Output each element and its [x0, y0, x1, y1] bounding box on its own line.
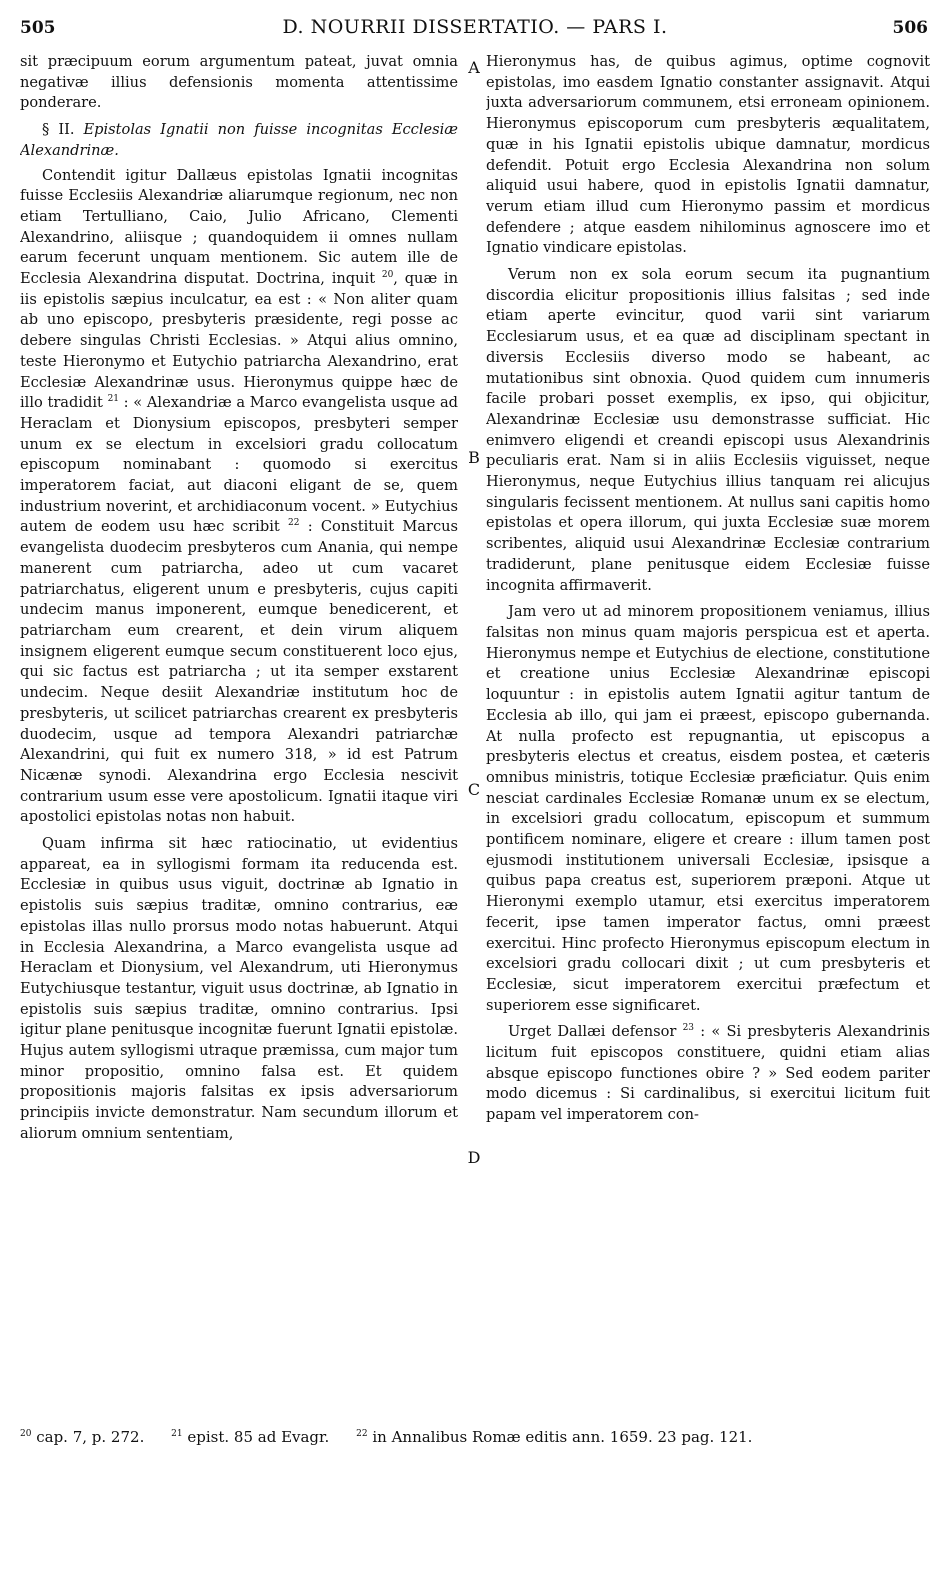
paragraph: Hieronymus has, de quibus agimus, optime cognovit epistolas, imo easdem Ignatio constanter assignavit. Atqui juxta adversariorum communem, etsi erroneam opinionem. Hieronymus episcoporum cum presbyteris æqualitatem, quæ in his Ignatii epistolis ubique damnatur, mordicus defendit. Potuit ergo Ecclesia Alexandrina non solum aliquid usui habere, quod in epistolis Ignatii damnatur, verum etiam illud cum Hieronymo passim et mordicus defendere ; atque easdem nihilominus agnoscere imo et Ignatio vindicare epistolas. [486, 53, 930, 257]
running-title: D. NOURRII DISSERTATIO. — PARS I. [282, 16, 668, 38]
left-column [20, 52, 458, 1416]
paragraph: sit præcipuum eorum argumentum pateat, juvat omnia negativæ illius defensionis momenta attentissime ponderare. [20, 53, 458, 112]
footnote-number: 20 [20, 1429, 32, 1439]
paragraph: Jam vero ut ad minorem propositionem veniamus, illius falsitas non minus quam majoris perspicua est et aperta. Hieronymus nempe et Eutychius de electione, constitutione et creatione unius Ecclesiæ Alexandrinæ episcopi loquuntur : in epistolis autem Ignatii agitur tantum de Ecclesia ab illo, qui jam ei præest, episcopo gubernanda. At nulla profecto est repugnantia, ut episcopus a presbyteris electus et creatus, eisdem postea, et cæteris omnibus ministris, totique Ecclesiæ præficiatur. Quis enim nesciat cardinales Ecclesiæ Romanæ unum ex se electum, in excelsiori gradu collocatum, episcopum et summum pontificem nominare, eligere et creare : illum tamen post ejusmodi institutionem universali Ecclesiæ, ipsisque a quibus papa creatus est, superiorem præponi. Atque ut Hieronymi exemplo utamur, etsi exercitus imperatorem fecerit, ipse tamen imperator factus, omni præest exercitui. Hinc profecto Hieronymus episcopum electum in excelsiori gradu collocari dixit ; ut cum presbyteris et Ecclesiæ, sicut imperatorem exercitui præfectum et superiorem esse significaret. [486, 603, 930, 1014]
text-run: Urget Dallæi defensor [508, 1023, 677, 1041]
section-title: Epistolas Ignatii non fuisse incognitas Ecclesiæ Alexandrinæ. [20, 121, 458, 159]
footnotes [20, 1428, 930, 1446]
footnote-text: cap. 7, p. 272. [36, 1428, 145, 1446]
footnote-ref: 20 [381, 270, 394, 281]
page-number-left: 505 [20, 18, 56, 38]
footnote-number: 22 [356, 1429, 368, 1439]
footnote [356, 1428, 752, 1446]
footnote-text: in Annalibus Romæ editis ann. 1659. 23 pag. 121. [372, 1428, 753, 1446]
margin-letter-a: A [468, 58, 480, 77]
right-column [486, 52, 930, 1416]
paragraph: Verum non ex sola eorum secum ita pugnantium discordia elicitur propositionis illius falsitas ; sed inde etiam aperte evincitur, quod varii sint variarum Ecclesiarum usus, et ea quæ ad disciplinam spectant in diversis Ecclesiis diverso modo se habeant, ac mutationibus sint obnoxia. Quod quidem cum innumeris facile probari posset exemplis, ex ipso, qui objicitur, Alexandrinæ Ecclesiæ usu demonstrasse sufficiat. Hic enimvero eligendi et creandi episcopi usus Alexandrinis peculiaris erat. Nam si in aliis Ecclesiis viguisset, neque Hieronymus, neque Eutychius illius tanquam rei alicujus singularis fecissent mentionem. At nullus sani capitis homo epistolas et opera illorum, qui juxta Ecclesiæ suæ morem scribentes, aliquid usui Alexandrinæ Ecclesiæ contrarium tradiderunt, plane penitusque eidem Ecclesiæ fuisse incognita affirmaverit. [486, 266, 930, 594]
margin-letter-b: B [468, 448, 480, 467]
section-number: § II. [42, 121, 75, 139]
paragraph [486, 1022, 930, 1126]
margin-letter-d: D [467, 1148, 481, 1167]
footnote-ref: 22 [288, 518, 300, 529]
page-number-right: 506 [892, 18, 928, 38]
paragraph: Quam infirma sit hæc ratiocinatio, ut evidentius appareat, ea in syllogismi formam ita reducenda est. Ecclesiæ in quibus usus viguit, doctrinæ ab Ignatio in epistolis suis sæpius traditæ, omnino contrarius, eæ epistolas illas nullo prorsus modo notas habuerunt. Atqui in Ecclesia Alexandrina, a Marco evangelista usque ad Heraclam et Dionysium, vel Alexandrum, uti Hieronymus Eutychiusque testantur, viguit usus doctrinæ, ab Ignatio in epistolis suis sæpius traditæ, omnino contrarius. Ipsi igitur plane penitusque incognitæ fuerunt Ignatii epistolæ. Hujus autem syllogismi utraque præmissa, cum major tum minor propositio, omnino falsa est. Et quidem propositionis majoris falsitas ex ipsis adversariorum principiis invicte demonstratur. Nam secundum illorum et aliorum omnium sententiam, [20, 835, 458, 1142]
text-run: , quæ in iis epistolis sæpius inculcatur, ea est : « Non aliter quam ab uno episcopo, presbyteris præsidente, regi posse ac debere singulas Christi Ecclesias. » Atqui alius omnino, teste Hieronymo et Eutychio patriarcha Alexandrino, erat Ecclesiæ Alexandrinæ usus. Hieronymus quippe hæc de illo tradidit [20, 270, 458, 412]
section-heading [20, 120, 458, 161]
text-run: : « Si presbyteris Alexandrinis licitum fuit episcopos constituere, quidni etiam alias absque episcopo functiones obire ? » Sed eodem pariter modo dicemus : Si cardinalibus, si exercitui licitum fuit papam vel imperatorem con- [486, 1023, 930, 1124]
footnote-text: epist. 85 ad Evagr. [187, 1428, 330, 1446]
text-run: : « Alexandriæ a Marco evangelista usque ad Heraclam et Dionysium episcopos, presbyteri semper unum ex se electum in excelsiori gradu collocatum episcopum nominabant : quomodo si exercitus imperatorem faciat, aut diaconi eligant de se, quem industrium noverint, et archidiaconum vocent. » Eutychius autem de eodem usu hæc scribit [20, 394, 458, 536]
text-run: Contendit igitur Dallæus epistolas Ignatii incognitas fuisse Ecclesiis Alexandriæ aliarumque regionum, nec non etiam Tertulliano, Caio, Julio Africano, Clementi Alexandrino, aliisque ; quandoquidem ii omnes nullam earum fecerunt unquam mentionem. Sic autem ille de Ecclesia Alexandrina disputat. Doctrina, inquit [20, 166, 458, 288]
footnote [171, 1428, 329, 1446]
page-header [0, 14, 950, 44]
text-run: : Constituit Marcus evangelista duodecim presbyteros cum Anania, qui nempe manerent cum patriarcha, adeo ut cum vacaret patriarchatus, eligerent unum e presbyteris, cujus capiti undecim manus imponerent, eumque benedicerent, et patriarcham eum crearent, et dein virum aliquem insignem eligerent eumque secum constituerent loco ejus, qui sic factus est patriarcha ; ut ita semper exstarent undecim. Neque desiit Alexandriæ institutum hoc de presbyteris, ut scilicet patriarchas crearent ex presbyteris duodecim, usque ad tempora Alexandri patriarchæ Alexandrini, qui fuit ex numero 318, » id est Patrum Nicænæ synodi. Alexandrina ergo Ecclesia nescivit contrarium usum esse vere apostolicum. Ignatii itaque viri apostolici epistolas notas non habuit. [20, 518, 458, 826]
margin-letter-c: C [467, 780, 481, 799]
footnote [20, 1428, 144, 1446]
footnote-number: 21 [171, 1429, 183, 1439]
paragraph [20, 166, 458, 829]
footnote-ref: 23 [682, 1023, 695, 1034]
footnote-ref: 21 [107, 394, 120, 405]
